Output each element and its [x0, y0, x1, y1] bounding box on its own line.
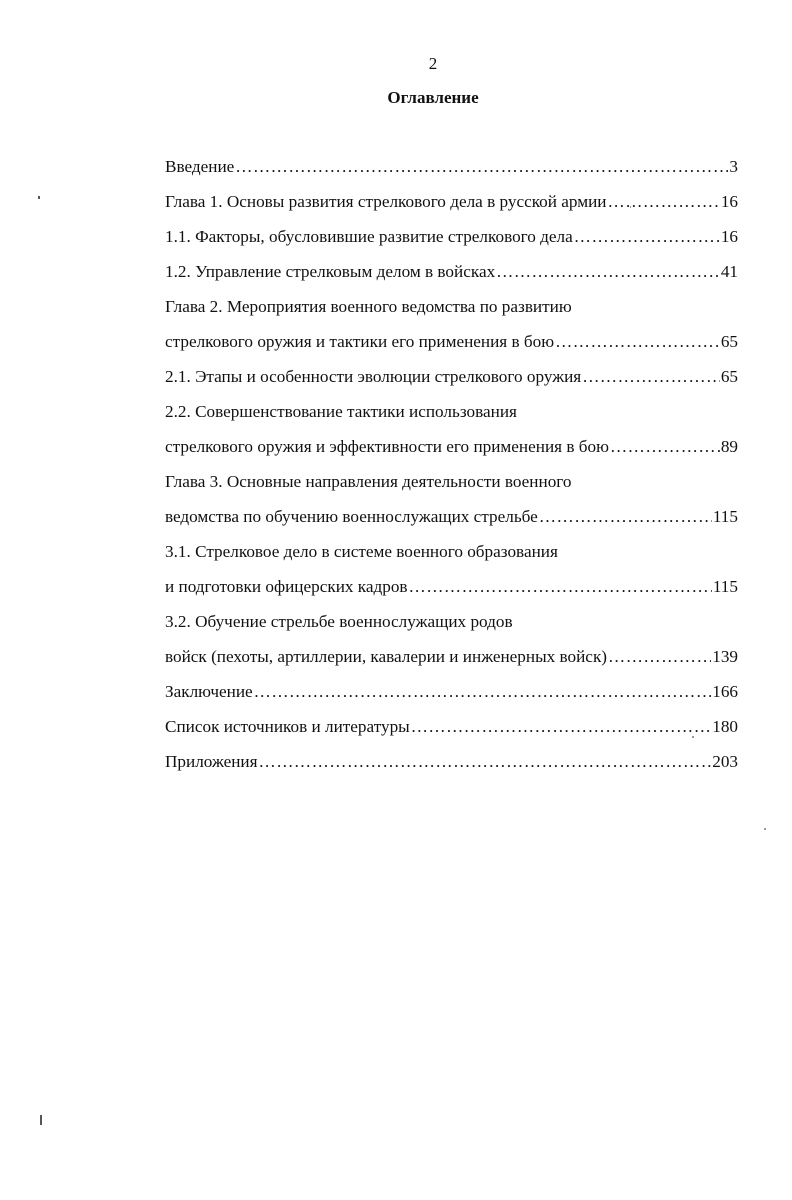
scan-speck — [764, 828, 766, 830]
toc-dot-leader — [608, 187, 720, 217]
toc-entry-page: 166 — [712, 682, 738, 701]
toc-dot-leader — [555, 327, 720, 357]
toc-dot-leader — [582, 362, 720, 392]
toc-entry-page: 65 — [720, 332, 738, 351]
toc-entry-page: 16 — [720, 192, 738, 211]
scan-speck — [40, 1115, 42, 1125]
toc-entry — [165, 432, 738, 467]
toc-entry-label: 2.2. Совершенствование тактики использования — [165, 402, 517, 421]
scan-speck — [692, 736, 694, 738]
toc-dot-leader — [608, 642, 711, 672]
toc-entry — [165, 642, 738, 677]
toc-dot-leader — [409, 572, 712, 602]
toc-entry-label: стрелкового оружия и тактики его применения в бою — [165, 332, 555, 351]
toc-entry-page: 41 — [720, 262, 738, 281]
toc-entry — [165, 712, 738, 747]
toc-entry-page: 203 — [712, 752, 738, 771]
toc-entry-label: 1.1. Факторы, обусловившие развитие стрелкового дела — [165, 227, 573, 246]
toc-entry-label: ведомства по обучению военнослужащих стрельбе — [165, 507, 538, 526]
toc-entry — [165, 257, 738, 292]
toc-entry — [165, 222, 738, 257]
toc-entry-label: Введение — [165, 157, 235, 176]
toc-entry-label: 3.2. Обучение стрельбе военнослужащих родов — [165, 612, 513, 631]
scan-speck — [630, 206, 631, 208]
toc-entry — [165, 397, 738, 432]
toc-entry-label: Глава 3. Основные направления деятельности военного — [165, 472, 572, 491]
toc-title: Оглавление — [387, 88, 479, 107]
toc-entry — [165, 362, 738, 397]
toc-entry-label: и подготовки офицерских кадров — [165, 577, 408, 596]
toc-entry — [165, 152, 738, 187]
toc-entry — [165, 467, 738, 502]
toc-dot-leader — [259, 747, 712, 777]
toc-entry — [165, 537, 738, 572]
toc-entry-label: Приложения — [165, 752, 258, 771]
toc-entry — [165, 502, 738, 537]
table-of-contents — [165, 152, 738, 782]
toc-dot-leader — [574, 222, 720, 252]
toc-entry — [165, 327, 738, 362]
toc-entry — [165, 607, 738, 642]
toc-dot-leader — [411, 712, 711, 742]
toc-dot-leader — [496, 257, 720, 287]
toc-entry-label: Глава 1. Основы развития стрелкового дела в русской армии — [165, 192, 607, 211]
toc-entry-page: 115 — [712, 507, 738, 526]
toc-entry-page: 180 — [712, 717, 738, 736]
page-number: 2 — [428, 54, 438, 73]
toc-entry-label: войск (пехоты, артиллерии, кавалерии и инженерных войск) — [165, 647, 608, 666]
toc-dot-leader — [539, 502, 712, 532]
toc-entry-page: 3 — [729, 157, 738, 176]
toc-entry-label: 1.2. Управление стрелковым делом в войсках — [165, 262, 496, 281]
toc-entry — [165, 747, 738, 782]
toc-entry — [165, 572, 738, 607]
toc-entry-label: стрелкового оружия и эффективности его применения в бою — [165, 437, 609, 456]
toc-entry — [165, 187, 738, 222]
toc-entry-label: 3.1. Стрелковое дело в системе военного образования — [165, 542, 558, 561]
toc-entry-page: 139 — [712, 647, 738, 666]
toc-entry-label: Список источников и литературы — [165, 717, 410, 736]
toc-entry-page: 65 — [720, 367, 738, 386]
toc-dot-leader — [254, 677, 712, 707]
toc-entry-page: 115 — [712, 577, 738, 596]
toc-entry-label: 2.1. Этапы и особенности эволюции стрелкового оружия — [165, 367, 582, 386]
toc-dot-leader — [610, 432, 720, 462]
toc-entry-label: Глава 2. Мероприятия военного ведомства по развитию — [165, 297, 572, 316]
toc-entry-page: 16 — [720, 227, 738, 246]
toc-entry-page: 89 — [720, 437, 738, 456]
scan-speck — [38, 196, 40, 199]
toc-entry — [165, 292, 738, 327]
toc-entry — [165, 677, 738, 712]
toc-entry-label: Заключение — [165, 682, 253, 701]
toc-dot-leader — [235, 152, 728, 182]
